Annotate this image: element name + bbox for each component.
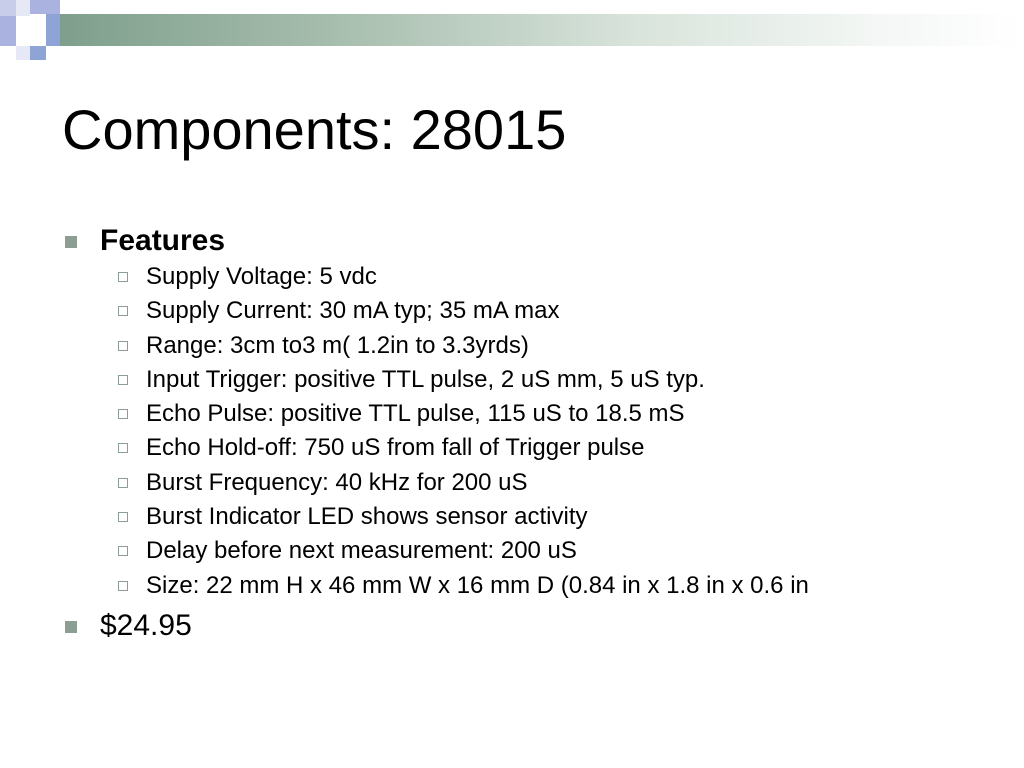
feature-text: Size: 22 mm H x 46 mm W x 16 mm D (0.84 in x 1.8 in x 0.6 in bbox=[146, 571, 809, 599]
hollow-square-bullet-icon bbox=[118, 306, 128, 316]
price-text: $24.95 bbox=[100, 608, 192, 642]
feature-item bbox=[118, 431, 1002, 465]
hollow-square-bullet-icon bbox=[118, 546, 128, 556]
hollow-square-bullet-icon bbox=[118, 272, 128, 282]
feature-item bbox=[118, 569, 1002, 603]
decorative-square bbox=[16, 16, 46, 46]
decorative-square bbox=[16, 46, 30, 60]
slide-content bbox=[62, 222, 1002, 645]
header-gradient-bar bbox=[60, 14, 1024, 46]
hollow-square-bullet-icon bbox=[118, 409, 128, 419]
feature-text: Supply Current: 30 mA typ; 35 mA max bbox=[146, 297, 560, 325]
slide-title: Components: 28015 bbox=[62, 98, 567, 161]
decorative-square bbox=[0, 16, 16, 46]
feature-text: Burst Indicator LED shows sensor activity bbox=[146, 503, 588, 531]
feature-item bbox=[118, 500, 1002, 534]
hollow-square-bullet-icon bbox=[118, 341, 128, 351]
feature-text: Burst Frequency: 40 kHz for 200 uS bbox=[146, 468, 528, 496]
feature-text: Delay before next measurement: 200 uS bbox=[146, 537, 577, 565]
features-heading: Features bbox=[100, 224, 226, 257]
hollow-square-bullet-icon bbox=[118, 581, 128, 591]
decorative-square bbox=[30, 46, 46, 60]
hollow-square-bullet-icon bbox=[118, 478, 128, 488]
feature-text: Echo Pulse: positive TTL pulse, 115 uS to 18.5 mS bbox=[146, 400, 685, 428]
features-bullet bbox=[62, 222, 1002, 260]
square-bullet-icon bbox=[65, 236, 77, 248]
decorative-square bbox=[30, 0, 60, 14]
feature-item bbox=[118, 329, 1002, 363]
decorative-square bbox=[16, 0, 30, 16]
feature-item bbox=[118, 260, 1002, 294]
features-list bbox=[62, 260, 1002, 603]
decorative-square bbox=[0, 0, 16, 16]
feature-item bbox=[118, 363, 1002, 397]
price-bullet bbox=[62, 607, 1002, 645]
feature-text: Supply Voltage: 5 vdc bbox=[146, 263, 377, 290]
hollow-square-bullet-icon bbox=[118, 443, 128, 453]
feature-item bbox=[118, 397, 1002, 431]
feature-text: Echo Hold-off: 750 uS from fall of Trigger pulse bbox=[146, 434, 645, 462]
square-bullet-icon bbox=[65, 621, 77, 633]
feature-item bbox=[118, 294, 1002, 328]
hollow-square-bullet-icon bbox=[118, 375, 128, 385]
feature-item bbox=[118, 466, 1002, 500]
feature-text: Input Trigger: positive TTL pulse, 2 uS mm, 5 uS typ. bbox=[146, 365, 705, 393]
feature-text: Range: 3cm to3 m( 1.2in to 3.3yrds) bbox=[146, 331, 529, 359]
decorative-square bbox=[46, 14, 60, 46]
feature-item bbox=[118, 534, 1002, 568]
hollow-square-bullet-icon bbox=[118, 512, 128, 522]
